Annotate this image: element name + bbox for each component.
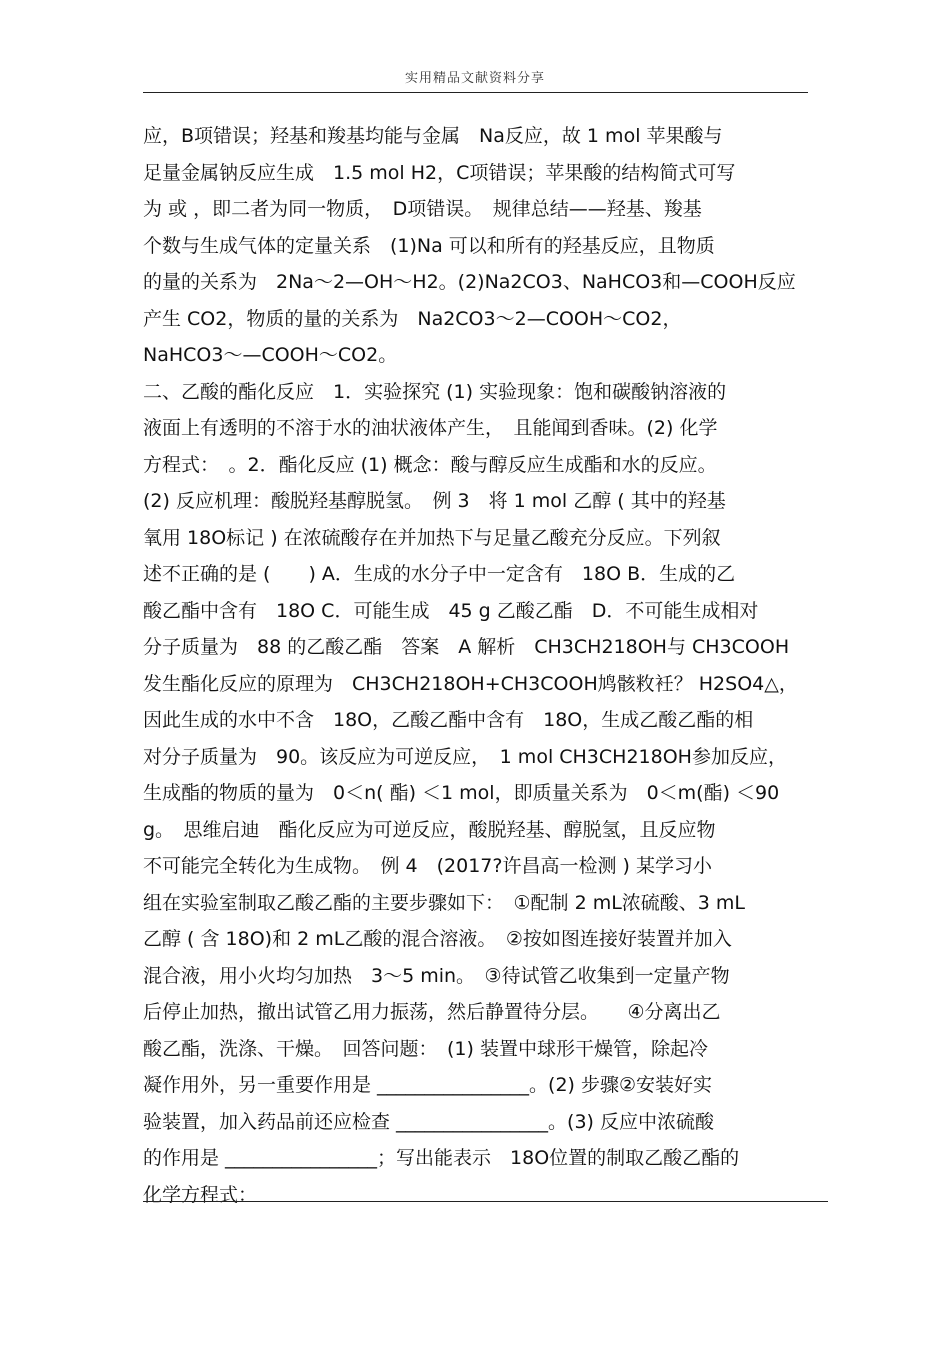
text-line: 混合液，用小火均匀加热 3～5 min。 ③待试管乙收集到一定量产物 [143,964,730,987]
text-line: 发生酯化反应的原理为 CH3CH218OH+CH3COOH鸠骸敉衽？ H2SO4△， [143,672,798,695]
text-line: NaHCO3～—COOH～CO2。 [143,344,398,366]
text-line: 酸乙酯，洗涤、干燥。 回答问题： (1) 装置中球形干燥管，除起冷 [143,1037,708,1060]
text-line: 组在实验室制取乙酸乙酯的主要步骤如下： ①配制 2 mL浓硫酸、3 mL [143,891,746,914]
text-line: 分子质量为 88 的乙酸乙酯 答案 A 解析 CH3CH218OH与 CH3COOH [143,636,790,658]
text-line: 述不正确的是 ( ) A．生成的水分子中一定含有 18O B．生成的乙 [143,563,736,585]
text-line: 足量金属钠反应生成 1.5 mol H2，C项错误；苹果酸的结构简式可写 [143,161,736,184]
text-line: 应，B项错误；羟基和羧基均能与金属 Na反应，故 1 mol 苹果酸与 [143,125,723,147]
text-line: 因此生成的水中不含 18O，乙酸乙酯中含有 18O，生成乙酸乙酯的相 [143,709,754,731]
text-line: 不可能完全转化为生成物。 例 4 (2017?许昌高一检测 ) 某学习小 [143,855,712,877]
text-line: 化学方程式： [143,1183,258,1206]
text-line: 个数与生成气体的定量关系 (1)Na 可以和所有的羟基反应，且物质 [143,234,715,257]
text-line: 对分子质量为 90。该反应为可逆反应， 1 mol CH3CH218OH参加反应， [143,745,787,768]
text-line: 后停止加热，撤出试管乙用力振荡，然后静置待分层。 ④分离出乙 [143,1001,721,1023]
header-divider [143,92,808,93]
text-line: 验装置，加入药品前还应检查 ________________。(3) 反应中浓硫酸 [143,1110,714,1133]
answer-line-divider [143,1201,828,1202]
text-line: g。 思维启迪 酯化反应为可逆反应，酸脱羟基、醇脱氢，且反应物 [143,818,716,841]
text-line: 产生 CO2，物质的量的关系为 Na2CO3～2—COOH～CO2， [143,307,682,330]
text-line: 凝作用外，另一重要作用是 ________________。(2) 步骤②安装好实 [143,1074,713,1096]
text-line: 生成酯的物质的量为 0＜n( 酯) ＜1 mol，即质量关系为 0＜m(酯) ＜90 [143,782,780,804]
text-line: (2) 反应机理：酸脱羟基醇脱氢。 例 3 将 1 mol 乙醇 ( 其中的羟基 [143,490,726,512]
text-line: 为 或 ，即二者为同一物质， D项错误。 规律总结——羟基、羧基 [143,198,702,220]
page-header-title: 实用精品文献资料分享 [404,71,545,86]
text-line: 的量的关系为 2Na～2—OH～H2。(2)Na2CO3、NaHCO3和—COOH反应 [143,271,796,293]
text-line: 酸乙酯中含有 18O C．可能生成 45 g 乙酸乙酯 D．不可能生成相对 [143,599,759,622]
text-line: 乙醇 ( 含 18O)和 2 mL乙酸的混合溶液。 ②按如图连接好装置并加入 [143,928,732,950]
text-line: 液面上有透明的不溶于水的油状液体产生， 且能闻到香味。(2) 化学 [143,417,718,439]
text-line: 方程式： 。2．酯化反应 (1) 概念：酸与醇反应生成酯和水的反应。 [143,453,717,476]
text-line: 的作用是 ________________；写出能表示 18O位置的制取乙酸乙酯的 [143,1147,740,1169]
text-line: 氧用 18O标记 ) 在浓硫酸存在并加热下与足量乙酸充分反应。下列叙 [143,526,721,549]
document-body [143,118,833,1213]
text-line: 二、乙酸的酯化反应 1．实验探究 (1) 实验现象：饱和碳酸钠溶液的 [143,380,727,403]
